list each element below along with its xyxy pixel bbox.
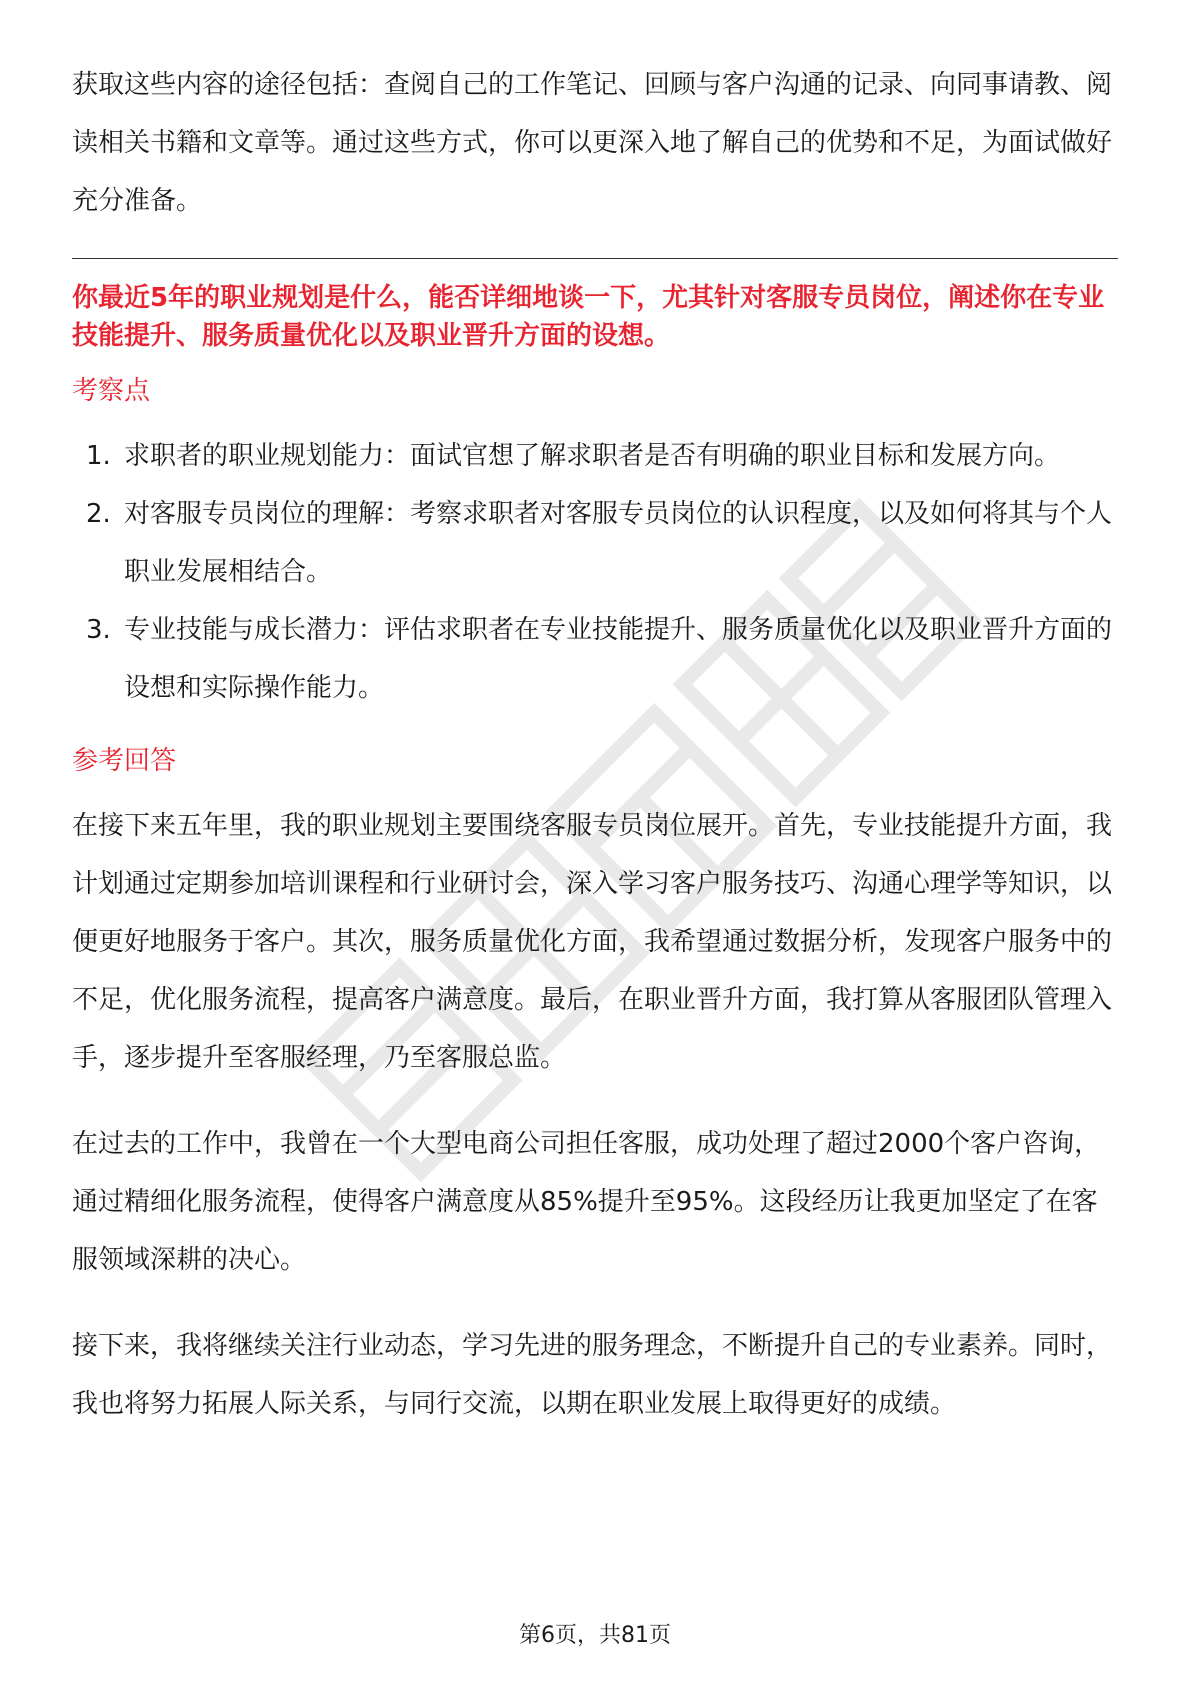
list-item-text: 求职者的职业规划能力：面试官想了解求职者是否有明确的职业目标和发展方向。: [124, 441, 1061, 471]
intro-paragraph: 获取这些内容的途径包括：查阅自己的工作笔记、回顾与客户沟通的记录、向同事请教、阅读相关书籍和文章等。通过这些方式，你可以更深入地了解自己的优势和不足，为面试做好充分准备。: [72, 70, 1113, 216]
list-item: [72, 427, 1118, 485]
list-item-text: 专业技能与成长潜力：评估求职者在专业技能提升、服务质量优化以及职业晋升方面的设想和实际操作能力。: [124, 615, 1113, 703]
answer-paragraph: 接下来，我将继续关注行业动态，学习先进的服务理念，不断提升自己的专业素养。同时，我也将努力拓展人际关系，与同行交流，以期在职业发展上取得更好的成绩。: [72, 1331, 1113, 1419]
page-number-footer: 第6页，共81页: [519, 1623, 671, 1648]
list-item-number: 3.: [86, 615, 111, 645]
list-item-number: 2.: [86, 499, 111, 529]
reference-answer-heading: 参考回答: [72, 746, 177, 776]
list-item: [72, 485, 1118, 601]
exam-points-heading: 考察点: [72, 376, 151, 406]
answer-paragraph: 在过去的工作中，我曾在一个大型电商公司担任客服，成功处理了超过2000个客户咨询，通过精细化服务流程，使得客户满意度从85%提升至95%。这段经历让我更加坚定了在客服领域深耕的决心。: [72, 1129, 1101, 1275]
answer-paragraph: 在接下来五年里，我的职业规划主要围绕客服专员岗位展开。首先，专业技能提升方面，我计划通过定期参加培训课程和行业研讨会，深入学习客户服务技巧、沟通心理学等知识，以便更好地服务于客户。其次，服务质量优化方面，我希望通过数据分析，发现客户服务中的不足，优化服务流程，提高客户满意度。最后，在职业晋升方面，我打算从客服团队管理入手，逐步提升至客服经理，乃至客服总监。: [72, 811, 1113, 1073]
exam-points-list: [72, 427, 1118, 717]
list-item: [72, 601, 1118, 717]
section-divider: [72, 258, 1118, 259]
list-item-number: 1.: [86, 441, 111, 471]
list-item-text: 对客服专员岗位的理解：考察求职者对客服专员岗位的认识程度，以及如何将其与个人职业发展相结合。: [124, 499, 1113, 587]
document-content: [72, 52, 1118, 1461]
interview-question: 你最近5年的职业规划是什么，能否详细地谈一下，尤其针对客服专员岗位，阐述你在专业技能提升、服务质量优化以及职业晋升方面的设想。: [72, 283, 1105, 351]
